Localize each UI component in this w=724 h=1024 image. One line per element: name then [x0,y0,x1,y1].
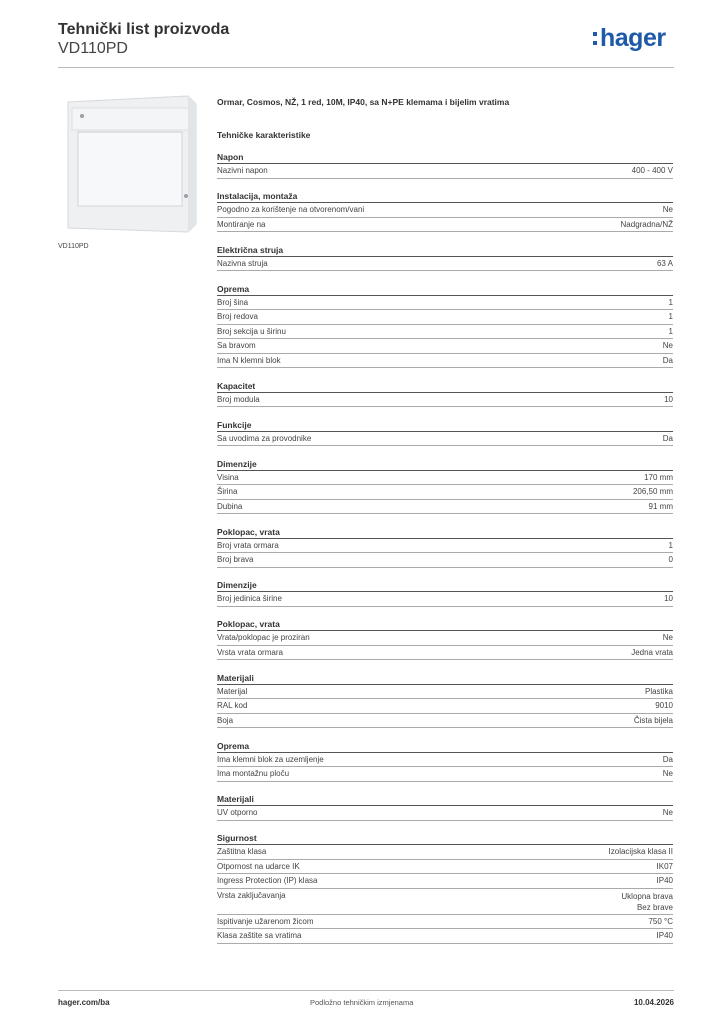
spec-row [217,685,673,700]
product-image-label: VD110PD [58,243,89,250]
spec-row [217,325,673,340]
spec-label: Sa bravom [217,341,256,350]
spec-label: Zaštitna klasa [217,847,267,856]
footer-divider [58,990,674,991]
spec-label: Materijal [217,686,248,696]
spec-label: Broj vrata ormara [217,540,279,550]
spec-row [217,714,673,729]
spec-section [217,579,673,607]
spec-value: 750 °C [648,916,673,926]
spec-section [217,190,673,232]
spec-section [217,244,673,272]
product-code: VD110PD [58,40,128,57]
spec-value: 9010 [655,701,673,710]
tech-characteristics-title: Tehničke karakteristike [217,130,311,140]
spec-value: IP40 [656,931,673,940]
spec-row [217,915,673,930]
spec-label: Otpornost na udarce IK [217,861,300,871]
spec-label: Nazivni napon [217,166,268,175]
spec-value: 0 [668,555,673,564]
spec-label: Sa uvodima za provodnike [217,433,312,443]
spec-row [217,539,673,554]
spec-label: Broj redova [217,312,258,321]
spec-label: Vrata/poklopac je proziran [217,633,310,642]
spec-label: UV otporno [217,808,258,817]
spec-value: 63 A [656,258,673,268]
spec-row [217,592,673,607]
spec-label: Ima klemni blok za uzemljenje [217,754,324,764]
spec-label: Broj jedinica širine [217,594,282,603]
spec-row [217,218,673,233]
spec-row [217,699,673,714]
spec-row [217,929,673,944]
spec-row [217,354,673,369]
spec-label: Ima N klemni blok [217,355,281,365]
spec-value: Da [662,754,673,764]
section-title: Funkcije [217,419,673,432]
spec-label: Broj šina [217,297,249,307]
spec-section [217,380,673,408]
spec-table [217,151,673,944]
spec-label: Boja [217,715,234,725]
spec-value: 1 [668,312,673,321]
spec-row [217,874,673,889]
spec-value [621,889,673,914]
logo-dots-icon [593,32,598,46]
spec-value: 91 mm [648,501,673,511]
footer-website[interactable]: hager.com/ba [58,998,110,1007]
spec-value: 1 [668,540,673,550]
section-title: Oprema [217,740,673,753]
spec-label: Nazivna struja [217,258,268,268]
header-divider [58,67,674,68]
spec-section [217,672,673,729]
spec-row [217,471,673,486]
section-title: Materijali [217,793,673,806]
spec-label: Broj modula [217,394,260,404]
spec-row [217,500,673,515]
spec-value: Da [662,433,673,443]
spec-label: Dubina [217,501,243,511]
section-title: Napon [217,151,673,164]
spec-row [217,631,673,646]
spec-label: Vrsta zaključavanja [217,890,286,900]
spec-label: Broj brava [217,555,254,564]
section-title: Kapacitet [217,380,673,393]
spec-value: Nadgradna/NŽ [620,219,673,229]
spec-value: 10 [664,394,673,404]
spec-section [217,526,673,568]
spec-row [217,296,673,311]
spec-label: Ispitivanje užarenom žicom [217,916,314,926]
spec-value-line: Uklopna brava [621,891,673,901]
spec-row [217,432,673,447]
section-title: Oprema [217,283,673,296]
page-title: Tehnički list proizvoda [58,21,230,38]
footer-date: 10.04.2026 [633,998,674,1007]
spec-row [217,767,673,782]
spec-value-line: Bez brave [636,902,673,912]
product-description: Ormar, Cosmos, NŽ, 1 red, 10M, IP40, sa N+PE klemama i bijelim vratima [217,97,510,107]
spec-section [217,740,673,782]
spec-label: Pogodno za korištenje na otvorenom/vani [217,205,365,214]
spec-value: Jedna vrata [631,647,673,657]
spec-row [217,646,673,661]
spec-value: Ne [662,808,673,817]
spec-value: 10 [664,594,673,603]
logo-text: hager [600,24,666,52]
section-title: Poklopac, vrata [217,618,673,631]
spec-value: Plastika [644,686,673,696]
spec-row [217,860,673,875]
spec-label: Visina [217,472,239,482]
spec-value: Čista bijela [633,715,673,725]
section-title: Sigurnost [217,832,673,845]
spec-section [217,283,673,369]
spec-value: Ne [662,633,673,642]
spec-section [217,151,673,179]
spec-value: Da [662,355,673,365]
spec-section [217,419,673,447]
spec-section [217,458,673,515]
spec-label: Klasa zaštite sa vratima [217,931,302,940]
spec-value: Ne [662,341,673,350]
spec-section [217,793,673,821]
spec-row [217,203,673,218]
spec-label: Ingress Protection (IP) klasa [217,876,318,885]
section-title: Dimenzije [217,458,673,471]
spec-value: 206,50 mm [632,487,673,496]
spec-row [217,485,673,500]
spec-row [217,889,673,915]
section-title: Materijali [217,672,673,685]
hager-logo [593,26,666,51]
spec-value: 400 - 400 V [631,166,673,175]
spec-row [217,339,673,354]
spec-label: Montiranje na [217,219,266,229]
spec-label: Širina [217,487,238,496]
spec-section [217,832,673,944]
product-image [58,90,202,237]
spec-label: Broj sekcija u širinu [217,326,286,336]
spec-value: 170 mm [644,472,673,482]
section-title: Poklopac, vrata [217,526,673,539]
spec-label: Vrsta vrata ormara [217,647,283,657]
spec-row [217,164,673,179]
section-title: Električna struja [217,244,673,257]
section-title: Instalacija, montaža [217,190,673,203]
spec-row [217,257,673,272]
spec-value: 1 [668,297,673,307]
spec-label: RAL kod [217,701,248,710]
spec-value: Izolacijska klasa II [608,847,673,856]
spec-row [217,806,673,821]
spec-row [217,753,673,768]
spec-value: 1 [668,326,673,336]
spec-value: Ne [662,205,673,214]
spec-row [217,845,673,860]
spec-label: Ima montažnu ploču [217,769,290,778]
spec-row [217,393,673,408]
spec-section [217,618,673,660]
spec-value: IK07 [656,861,673,871]
spec-row [217,310,673,325]
section-title: Dimenzije [217,579,673,592]
spec-value: IP40 [656,876,673,885]
footer-notice: Podložno tehničkim izmjenama [310,998,414,1007]
spec-value: Ne [662,769,673,778]
spec-row [217,553,673,568]
